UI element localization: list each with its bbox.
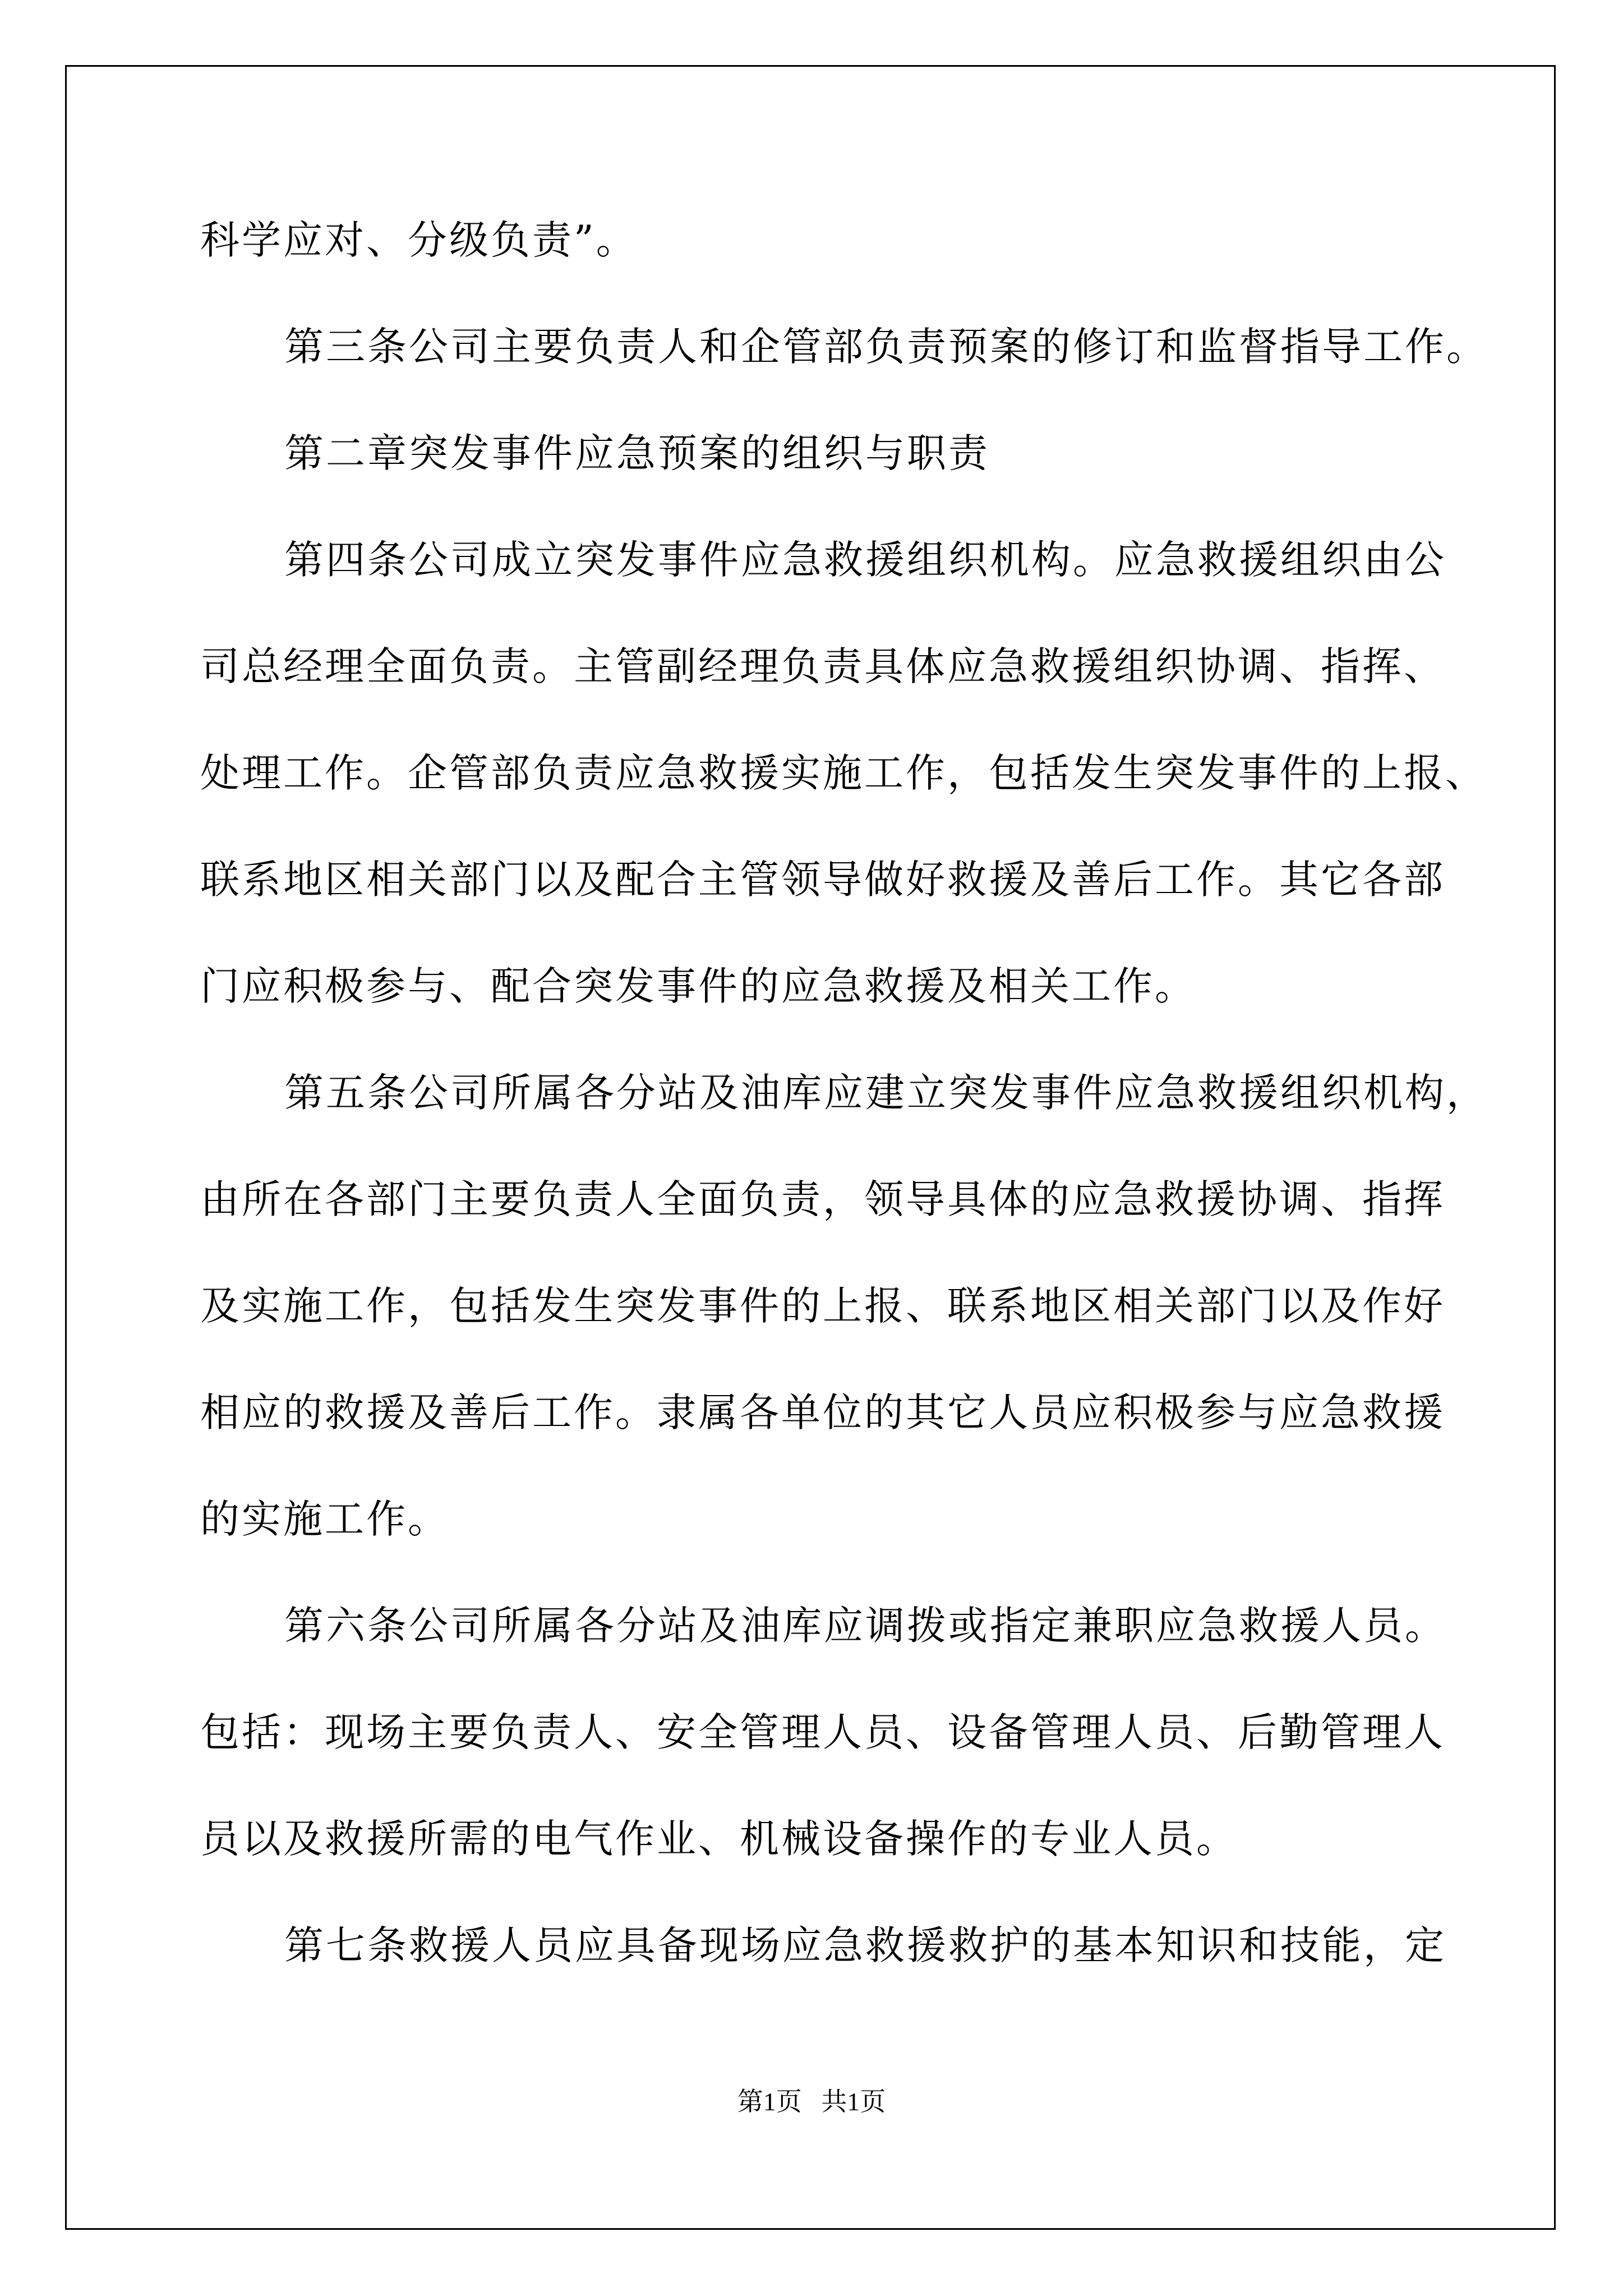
text-line: 门应积极参与、配合突发事件的应急救援及相关工作。 (200, 963, 1196, 1009)
text-line: 的实施工作。 (200, 1496, 449, 1542)
page-number: 第1页 共1页 (737, 2087, 886, 2116)
paragraph-article-3: 第三条公司主要负责人和企管部负责预案的修订和监督指导工作。 (284, 324, 1488, 370)
text-line: 联系地区相关部门以及配合主管领导做好救援及善后工作。其它各部 (200, 857, 1445, 903)
text-line: 员以及救援所需的电气作业、机械设备操作的专业人员。 (200, 1816, 1238, 1862)
text-line: 司总经理全面负责。主管副经理负责具体应急救援组织协调、指挥、 (200, 643, 1445, 689)
chapter-heading: 第二章突发事件应急预案的组织与职责 (284, 430, 990, 476)
page-border (65, 65, 1556, 2230)
text-line: 及实施工作，包括发生突发事件的上报、联系地区相关部门以及作好 (200, 1283, 1445, 1329)
text-line: 由所在各部门主要负责人全面负责，领导具体的应急救援协调、指挥 (200, 1176, 1445, 1222)
text-line: 科学应对、分级负责”。 (200, 217, 638, 263)
text-line: 处理工作。企管部负责应急救援实施工作，包括发生突发事件的上报、 (200, 750, 1487, 796)
paragraph-article-4: 第四条公司成立突发事件应急救援组织机构。应急救援组织由公 (284, 537, 1446, 583)
paragraph-article-7: 第七条救援人员应具备现场应急救援救护的基本知识和技能，定 (284, 1922, 1446, 1968)
text-line: 相应的救援及善后工作。隶属各单位的其它人员应积极参与应急救援 (200, 1389, 1445, 1435)
paragraph-article-5: 第五条公司所属各分站及油库应建立突发事件应急救援组织机构， (284, 1070, 1488, 1116)
paragraph-article-6: 第六条公司所属各分站及油库应调拨或指定兼职应急救援人员。 (284, 1603, 1446, 1649)
text-line: 包括：现场主要负责人、安全管理人员、设备管理人员、后勤管理人 (200, 1709, 1445, 1755)
